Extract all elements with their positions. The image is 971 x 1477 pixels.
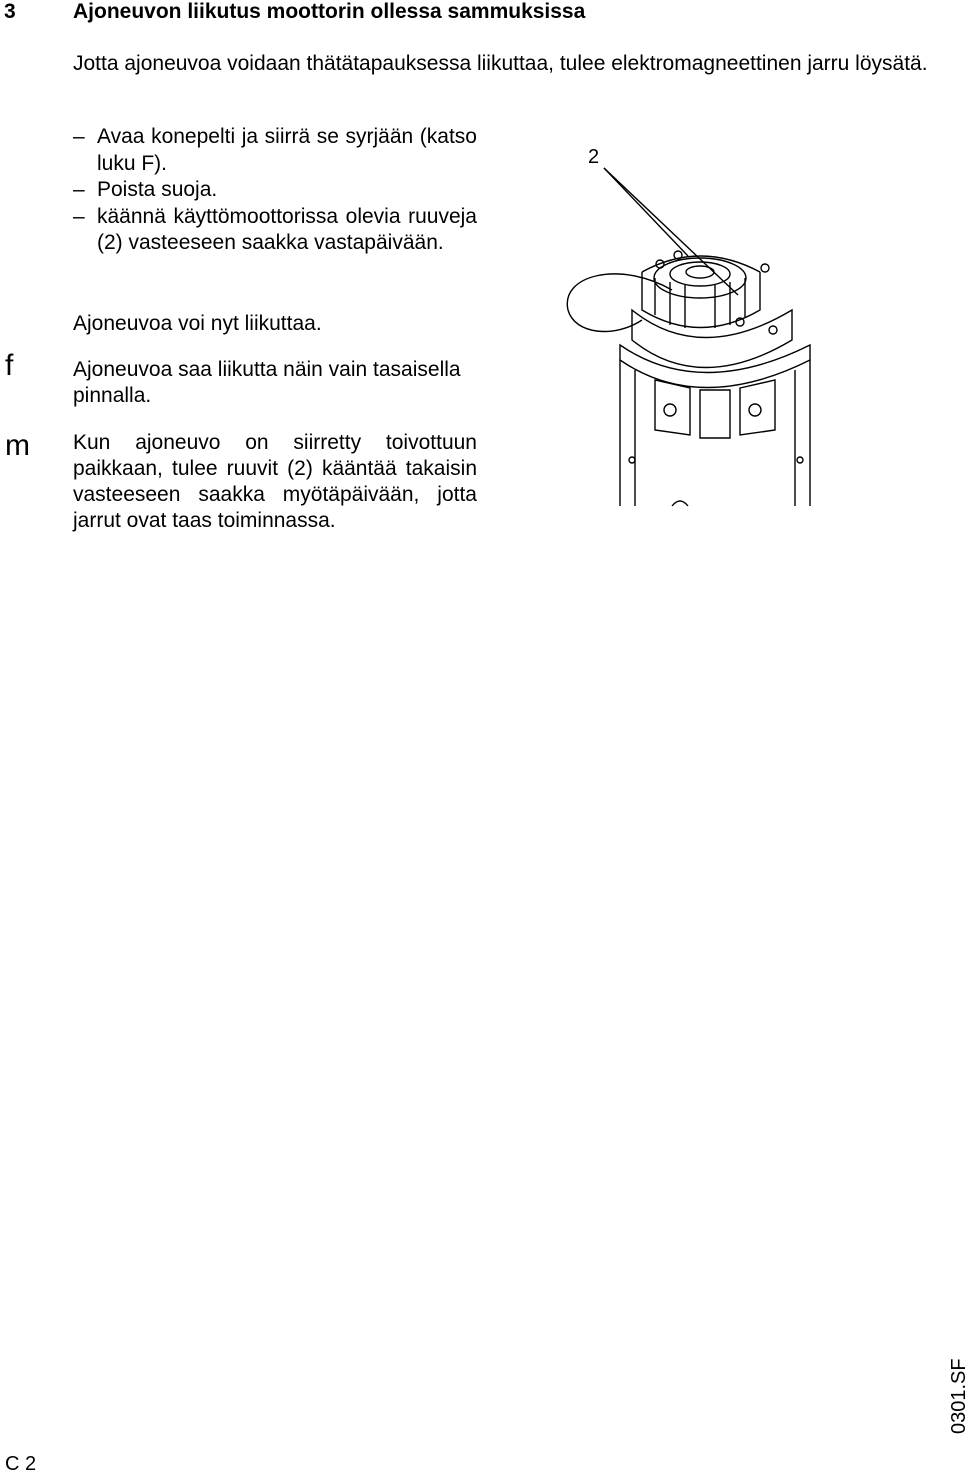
step-text: käännä käyttömoottorissa olevia ruuveja (2) vasteeseen saakka vastapäivään. [97, 204, 477, 254]
paragraph-move-now: Ajoneuvoa voi nyt liikuttaa. [73, 312, 322, 335]
figure-callout-label: 2 [588, 146, 600, 168]
document-code: 0301.SF [948, 1358, 970, 1434]
paragraph-restore-brake: Kun ajoneuvo on siirretty toivottuun paikkaan, tulee ruuvit (2) kääntää takaisin vasteeseen saakka myötäpäivään, jotta jarrut ovat taas toiminnassa. [73, 431, 477, 532]
section-number: 3 [4, 0, 16, 23]
step-item: – Avaa konepelti ja siirrä se syrjään (katso luku F). [73, 125, 477, 175]
section-title: Ajoneuvon liikutus moottorin ollessa sammuksissa [73, 0, 586, 23]
paragraph-flat-surface: Ajoneuvoa saa liikutta näin vain tasaisella pinnalla. [73, 358, 461, 407]
step-text: Avaa konepelti ja siirrä se syrjään (katso luku F). [97, 125, 477, 175]
step-item: – Poista suoja. [73, 178, 218, 201]
intro-paragraph: Jotta ajoneuvoa voidaan thätätapauksessa liikuttaa, tulee elektromagneettinen jarru löysätä. [73, 52, 928, 75]
step-list [73, 124, 477, 257]
page-number: C 2 [5, 1453, 37, 1475]
side-mark-f: f [5, 349, 14, 382]
side-mark-m: m [5, 429, 30, 462]
step-text: Poista suoja. [97, 178, 218, 201]
step-item: – käännä käyttömoottorissa olevia ruuveja (2) vasteeseen saakka vastapäivään. [73, 204, 477, 254]
motor-brake-drawing-icon [560, 160, 840, 506]
